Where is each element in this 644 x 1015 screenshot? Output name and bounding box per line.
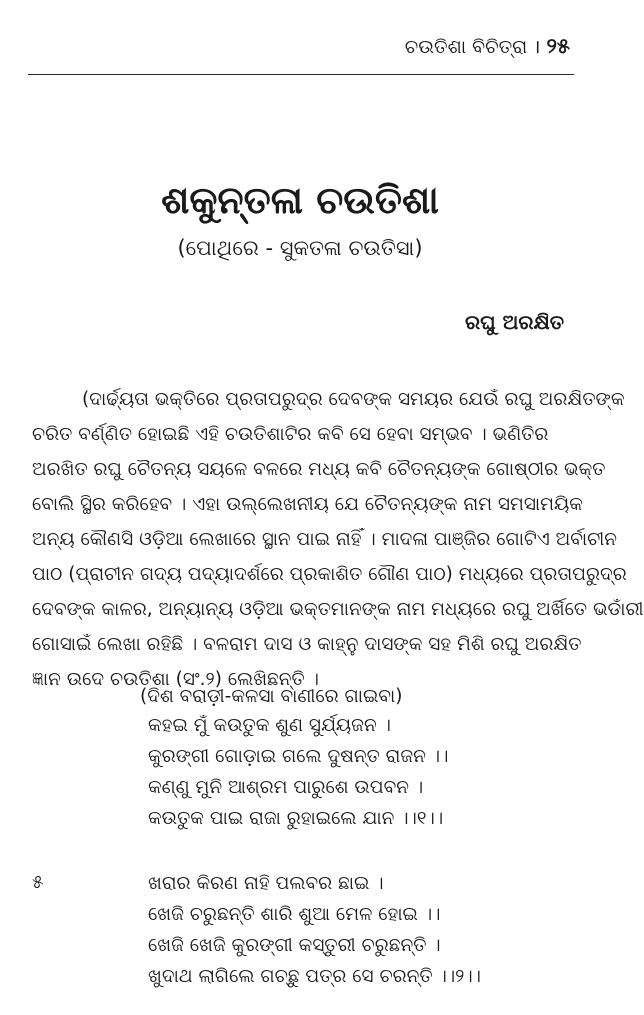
page-number: ୨୫ (546, 34, 570, 58)
intro-paragraph (32, 382, 644, 697)
verse-line: କଉତୁକ ପାଇ ରାଜା ରୁହାଇଲେ ଯାନ ।।୧।। (148, 808, 444, 829)
header-rule (28, 74, 574, 75)
intro-line: ଚରିତ ବର୍ଣ୍ଣିତ ହୋଇଛି ଏହି ଚଉତିଶାଟିର କବି ସେ ହେବା ସମ୍ଭବ । ଭଣିତିର (32, 424, 549, 445)
raga-instruction: (ଦିଶ ବରାଡ଼ୀ-କଳସା ବାଣୀରେ ଗାଇବା) (140, 686, 403, 707)
intro-line: ଦେବଙ୍କ କାଳର, ଅନ୍ୟାନ୍ୟ ଓଡ଼ିଆ ଭକ୍ତମାନଙ୍କ ନାମ ମଧ୍ୟରେ ରଘୁ ଅର୍ଖିତେ ଭଡାଁରୀ (32, 599, 644, 620)
intro-line: ପାଠ (ପ୍ରାଚୀନ ଗଦ୍ୟ ପଦ୍ୟାଦର୍ଶରେ ପ୍ରକାଶିତ ଗୌଣ ପାଠ) ମଧ୍ୟରେ ପ୍ରତାପରୁଦ୍ର (32, 564, 627, 585)
author-name: ରଘୁ ଅରକ୍ଷିତ (465, 310, 564, 334)
intro-line: ଜ୍ଞାନ ଉଦେ ଚଉତିଶା (ସଂ.୨) ଲେଖିଛନ୍ତି । (32, 669, 319, 690)
page-title: ଶକୁନ୍ତଳା ଚଉତିଶା (161, 178, 439, 222)
verse-stanza-2 (148, 868, 481, 992)
verse-line: ଖେଜି ଚରୁଛନ୍ତି ଶାରି ଶୁଆ ମେଳ ହୋଇ ।। (148, 904, 441, 925)
intro-line: ଅନ୍ୟ କୌଣସି ଓଡ଼ିଆ ଲେଖାରେ ସ୍ଥାନ ପାଇ ନାହିଁ । ମାଦଳା ପାଞ୍ଜିର ଗୋଟିଏ ଅର୍ବାଚୀନ (32, 529, 618, 550)
verse-line: କହଇ ମୁଁ କଉତୁକ ଶୁଣ ସୁର୍ଯ୍ୟଜନ । (148, 715, 391, 736)
verse-line: ଖେଜି ଖେଜି କୁରଙ୍ଗୀ କସ୍ତୁରୀ ଚରୁଛନ୍ତି । (148, 935, 441, 956)
verse-line: ଖୁଦାଥ ଲାଗିଲେ ଗଚ୍ଛୁ ପତ୍ର ସେ ଚରନ୍ତି ।।୨।। (148, 966, 482, 987)
verse-stanza-1 (148, 710, 448, 834)
verse-line: କୁରଙ୍ଗୀ ଗୋଡ଼ାଇ ଗଲେ ଦୁଷନ୍ତ ରାଜନ ।। (148, 746, 449, 767)
verse-line: ଖରାର କିରଣ ନାହି ପଲବର ଛାଇ । (148, 873, 384, 894)
verse-line-number: ୫ (32, 872, 44, 893)
intro-line: ବୋଲି ସ୍ଥିର କରିହେବ । ଏହା ଉଲ୍ଲେଖନୀୟ ଯେ ଚୈତନ୍ୟଙ୍କ ନାମ ସମସାମୟିକ (32, 494, 583, 515)
page-subtitle: (ପୋଥିରେ - ସୁକତଳା ଚଉତିସା) (177, 236, 423, 260)
running-header (405, 33, 570, 59)
running-title: ଚଉତିଶା ବିଚିତ୍ରା (404, 36, 528, 58)
verse-line: କଣ୍ଣୁ ମୁନି ଆଶ୍ରମ ପାରୁଶେ ଉପବନ । (148, 777, 424, 798)
intro-line: ଗୋସାଇଁ ଲେଖା ରହିଛି । ବଳରାମ ଦାସ ଓ କାହ୍ନୁ ଦାସଙ୍କ ସହ ମିଶି ରଘୁ ଅରକ୍ଷିତ (32, 634, 582, 655)
header-separator: । (533, 36, 541, 58)
intro-line: ଅରଖିତ ରଘୁ ଚୈତନ୍ୟ ସୟଳେ ବଳରେ ମଧ୍ୟ କବି ଚୈତନ୍ୟଙ୍କ ଗୋଷ୍ଠୀର ଭକ୍ତ (32, 459, 606, 480)
intro-line: (ଦାର୍ଢ୍ୟତା ଭକ୍ତିରେ ପ୍ରତାପରୁଦ୍ର ଦେବଙ୍କ ସମୟର ଯେଉଁ ରଘୁ ଅରକ୍ଷିତଙ୍କ (82, 389, 625, 410)
